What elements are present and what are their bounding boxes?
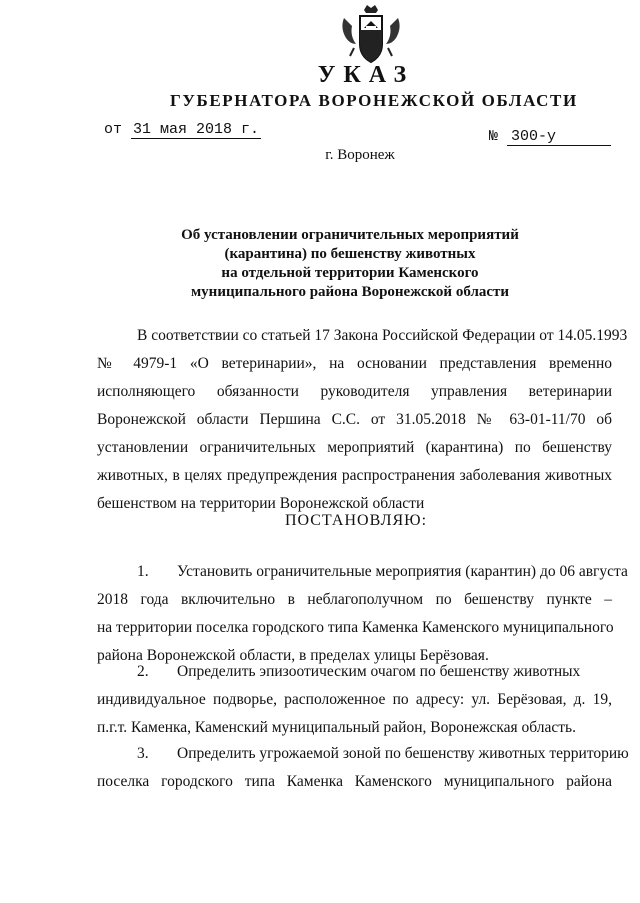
document-subtitle: ГУБЕРНАТОРА ВОРОНЕЖСКОЙ ОБЛАСТИ [170, 91, 578, 110]
heading-line: (карантина) по бешенству животных [224, 246, 476, 262]
paragraph-line: на территории поселка городского типа Каменка Каменского муниципального [97, 619, 614, 636]
number-value: 300-у [507, 128, 611, 146]
paragraph-line: бешенством на территории Воронежской области [97, 495, 425, 512]
number-prefix: № [489, 128, 499, 145]
point-first-line [97, 558, 628, 586]
paragraph-line: поселка городского типа Каменка Каменского муниципального района [97, 773, 612, 790]
paragraph-line: Воронежской области Першина С.С. от 31.05.2018 № 63-01-11/70 об [97, 411, 612, 428]
intro-paragraph [97, 322, 628, 518]
point-number: 3. [137, 745, 149, 762]
heading-line: Об установлении ограничительных мероприятий [181, 227, 519, 243]
point-number: 1. [137, 563, 149, 580]
date-value: 31 мая 2018 г. [133, 121, 260, 138]
point-first-line [97, 658, 612, 686]
paragraph-line: п.г.т. Каменка, Каменский муниципальный район, Воронежская область. [97, 719, 576, 736]
paragraph-line: индивидуальное подворье, расположенное по адресу: ул. Берёзовая, д. 19, [97, 691, 612, 708]
point-text: Установить ограничительные мероприятия (карантин) до 06 августа [177, 563, 628, 580]
date-prefix: от [104, 121, 123, 138]
paragraph-line: исполняющего обязанности руководителя управления ветеринарии [97, 383, 612, 400]
paragraph-line: 2018 года включительно в неблагополучном по бешенству пункте – [97, 591, 612, 608]
paragraph-line: района Воронежской области, в пределах улицы Берёзовая. [97, 647, 489, 664]
document-city: г. Воронеж [325, 147, 395, 163]
point-number: 2. [137, 663, 149, 680]
document-title: УКАЗ [317, 62, 415, 88]
point-2 [97, 658, 612, 742]
paragraph-line: В соответствии со статьей 17 Закона Российской Федерации от 14.05.1993 [137, 327, 628, 344]
paragraph-line: животных, в целях предупреждения распространения заболевания животных [97, 467, 612, 484]
document-number [489, 128, 611, 146]
paragraph-line: установлении ограничительных мероприятий (карантина) по бешенству [97, 439, 612, 456]
coat-of-arms-emblem [336, 4, 406, 66]
point-first-line [97, 740, 629, 768]
heading-line: на отдельной территории Каменского [221, 265, 479, 281]
document-heading [150, 226, 550, 302]
heading-line: муниципального района Воронежской области [190, 284, 510, 300]
point-3 [97, 740, 629, 796]
document-date [104, 121, 261, 139]
decree-word: ПОСТАНОВЛЯЮ: [284, 512, 428, 529]
point-1 [97, 558, 628, 670]
paragraph-line: № 4979-1 «О ветеринарии», на основании представления временно [97, 355, 612, 372]
point-text: Определить эпизоотическим очагом по бешенству животных [177, 663, 581, 680]
point-text: Определить угрожаемой зоной по бешенству животных территорию [177, 745, 629, 762]
